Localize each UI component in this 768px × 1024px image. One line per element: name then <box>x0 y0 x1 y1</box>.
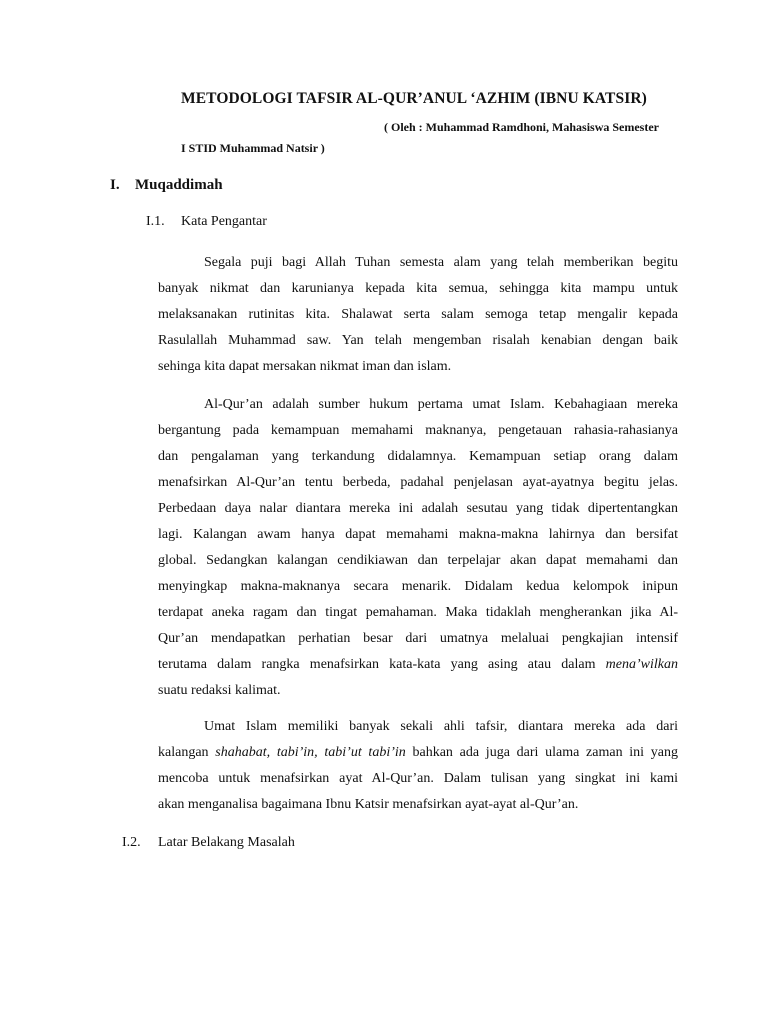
paragraph-line: dan pengalaman yang terkandung didalamnya. Kemampuan setiap orang dalam <box>158 449 678 464</box>
paragraph-line: lagi. Kalangan awam hanya dapat memahami makna-makna lahirnya dan bersifat <box>158 527 678 542</box>
paragraph-line: global. Sedangkan kalangan cendikiawan dan terpelajar akan dapat memahami dan <box>158 553 678 568</box>
paragraph-line: Umat Islam memiliki banyak sekali ahli tafsir, diantara mereka ada dari <box>204 719 678 734</box>
italic-term: shahabat, tabi’in, tabi’ut tabi’in <box>215 745 406 760</box>
paragraph-line <box>158 740 678 766</box>
subsection-number: I.2. <box>122 835 141 850</box>
paragraph-2 <box>158 392 678 704</box>
paragraph-line: Perbedaan daya nalar diantara mereka ini adalah sesutau yang tidak dipertentangkan <box>158 501 678 516</box>
paragraph-line <box>158 652 678 678</box>
paragraph-text: terutama dalam rangka menafsirkan kata-kata yang asing atau dalam <box>158 657 596 672</box>
paragraph-line: terdapat aneka ragam dan tingat pemahaman. Maka tidaklah mengherankan jika Al- <box>158 605 678 620</box>
author-line-2: I STID Muhammad Natsir ) <box>181 141 325 155</box>
subsection-number: I.1. <box>146 214 165 229</box>
paragraph-line: Segala puji bagi Allah Tuhan semesta alam yang telah memberikan begitu <box>204 255 678 270</box>
paragraph-1 <box>158 250 678 380</box>
subsection-heading: Latar Belakang Masalah <box>158 835 295 850</box>
subsection-heading: Kata Pengantar <box>181 214 267 229</box>
paragraph-line: banyak nikmat dan karunianya kepada kita semua, sehingga kita mampu untuk <box>158 281 678 296</box>
paragraph-3 <box>158 714 678 818</box>
paragraph-line: menafsirkan Al-Qur’an tentu berbeda, padahal penjelasan ayat-ayatnya begitu jelas. <box>158 475 678 490</box>
section-number: I. <box>110 177 120 193</box>
paragraph-line: bergantung pada kemampuan memahami maknanya, pengetauan rahasia-rahasianya <box>158 423 678 438</box>
paragraph-line: melaksanakan rutinitas kita. Shalawat serta salam semoga tetap mengalir kepada <box>158 307 678 322</box>
paragraph-line: Rasulallah Muhammad saw. Yan telah mengemban risalah kenabian dengan baik <box>158 333 678 348</box>
paragraph-text: bahkan ada juga dari ulama zaman ini yang <box>412 745 679 760</box>
paragraph-line: suatu redaksi kalimat. <box>158 683 281 698</box>
paragraph-line: sehinga kita dapat mersakan nikmat iman dan islam. <box>158 359 452 374</box>
section-heading: Muqaddimah <box>135 177 223 193</box>
paragraph-line: Qur’an mendapatkan perhatian besar dari umatnya melaluai pengkajian intensif <box>158 631 678 646</box>
paragraph-line: menyingkap makna-maknanya secara menarik. Didalam kedua kelompok inipun <box>158 579 678 594</box>
paragraph-line: Al-Qur’an adalah sumber hukum pertama umat Islam. Kebahagiaan mereka <box>204 397 678 412</box>
document-title: METODOLOGI TAFSIR AL-QUR’ANUL ‘AZHIM (IBNU KATSIR) <box>181 90 647 107</box>
author-line-1: ( Oleh : Muhammad Ramdhoni, Mahasiswa Semester <box>384 120 659 134</box>
paragraph-line: mencoba untuk menafsirkan ayat Al-Qur’an. Dalam tulisan yang singkat ini kami <box>158 771 678 786</box>
paragraph-line: akan menganalisa bagaimana Ibnu Katsir menafsirkan ayat-ayat al-Qur’an. <box>158 797 579 812</box>
italic-term: mena’wilkan <box>605 657 678 672</box>
paragraph-text: kalangan <box>158 745 209 760</box>
